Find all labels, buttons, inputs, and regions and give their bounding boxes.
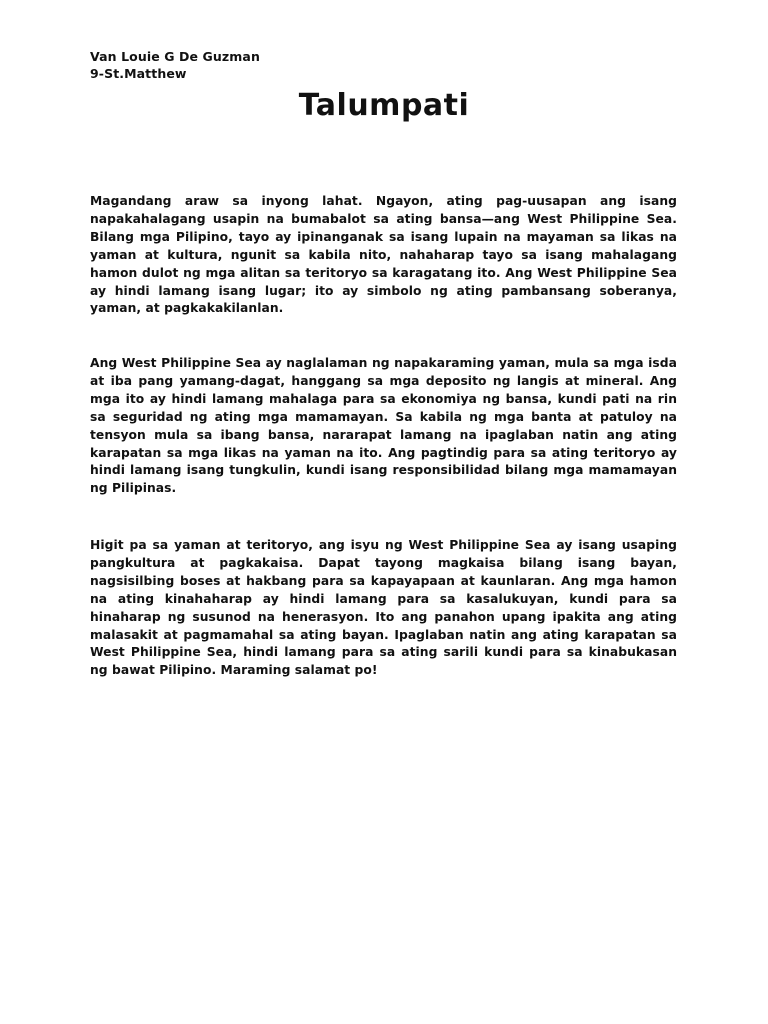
document-title: Talumpati — [298, 88, 470, 123]
class-section: 9-St.Matthew — [90, 66, 187, 81]
author-block — [90, 48, 260, 82]
paragraph-2: Ang West Philippine Sea ay naglalaman ng napakaraming yaman, mula sa mga isda at iba pang yamang-dagat, hanggang sa mga deposito ng langis at mineral. Ang mga ito ay hindi lamang mahalaga para sa ekonomiya ng bansa, kundi pati na rin sa seguridad ng ating mga mamamayan. Sa kabila ng mga banta at patuloy na tensyon mula sa ibang bansa, nararapat lamang na ipaglaban natin ang ating karapatan sa mga likas na yaman na ito. Ang pagtindig para sa ating teritoryo ay hindi lamang isang tungkulin, kundi isang responsibilidad bilang mga mamamayan ng Pilipinas. — [90, 356, 677, 496]
paragraph-3: Higit pa sa yaman at teritoryo, ang isyu ng West Philippine Sea ay isang usaping pangkultura at pagkakaisa. Dapat tayong magkaisa bilang isang bayan, nagsisilbing boses at hakbang para sa kapayapaan at kaunlaran. Ang mga hamon na ating kinahaharap ay hindi lamang para sa kasalukuyan, kundi para sa hinaharap ng susunod na henerasyon. Ito ang panahon upang ipakita ang ating malasakit at pagmamahal sa ating bayan. Ipaglaban natin ang ating karapatan sa West Philippine Sea, hindi lamang para sa ating sarili kundi para sa kinabukasan ng bawat Pilipino. Maraming salamat po! — [90, 538, 677, 678]
paragraph-1: Magandang araw sa inyong lahat. Ngayon, ating pag-uusapan ang isang napakahalagang usapin na bumabalot sa ating bansa—ang West Philippine Sea. Bilang mga Pilipino, tayo ay ipinanganak sa isang lupain na mayaman sa likas na yaman at kultura, ngunit sa kabila nito, nahaharap tayo sa isang mahalagang hamon dulot ng mga alitan sa teritoryo sa karagatang ito. Ang West Philippine Sea ay hindi lamang isang lugar; ito ay simbolo ng ating pambansang soberanya, yaman, at pagkakakilanlan. — [90, 194, 677, 316]
author-name: Van Louie G De Guzman — [90, 49, 260, 64]
